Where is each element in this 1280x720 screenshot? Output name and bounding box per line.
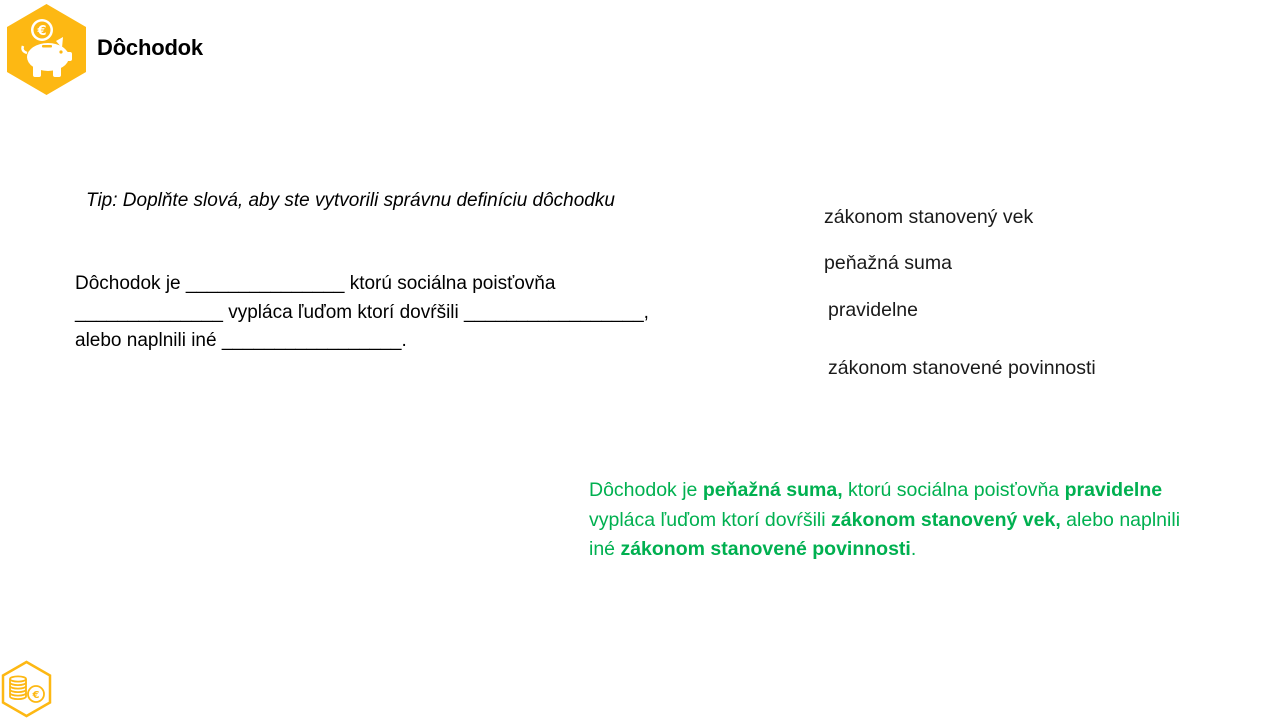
exercise-text: ktorú sociálna poisťovňa [344, 273, 556, 294]
answer-bold: zákonom stanovené povinnosti [620, 538, 911, 560]
exercise-text: vypláca ľuďom ktorí dovŕšili [222, 301, 465, 323]
answer-plain: Dôchodok je [589, 479, 703, 501]
blank-4[interactable]: _________________ [221, 330, 402, 351]
svg-text:€: € [32, 690, 40, 701]
tip-text: Tip: Doplňte slová, aby ste vytvorili správnu definíciu dôchodku [86, 190, 615, 211]
answer-bold: zákonom stanovený vek, [831, 508, 1061, 531]
coins-euro-icon [1, 660, 52, 718]
word-bank-item[interactable]: pravidelne [828, 299, 918, 321]
answer-plain: . [910, 538, 917, 560]
answer-plain: ktorú sociálna poisťovňa [842, 479, 1065, 501]
piggy-bank-euro-icon [6, 3, 87, 96]
blank-3[interactable]: _________________ [464, 301, 644, 323]
word-bank-item[interactable]: zákonom stanovený vek [824, 206, 1034, 228]
svg-text:€: € [37, 24, 47, 39]
exercise-text: Dôchodok je [75, 273, 186, 294]
blank-2[interactable]: ______________ [75, 301, 223, 323]
word-bank-item[interactable]: peňažná suma [824, 252, 952, 274]
answer-bold: pravidelne [1064, 479, 1163, 501]
blank-1[interactable]: _______________ [185, 273, 345, 294]
exercise-text: . [401, 330, 407, 351]
fill-in-exercise [75, 270, 675, 356]
exercise-text: , alebo naplnili iné [75, 301, 649, 351]
word-bank-item[interactable]: zákonom stanovené povinnosti [828, 357, 1096, 379]
answer-plain: alebo naplnili iné [589, 508, 1181, 560]
answer-plain: vypláca ľuďom ktorí dovŕšili [589, 508, 831, 531]
answer-bold: peňažná suma, [702, 479, 843, 501]
answer-text [589, 476, 1189, 565]
page-title: Dôchodok [97, 35, 203, 60]
